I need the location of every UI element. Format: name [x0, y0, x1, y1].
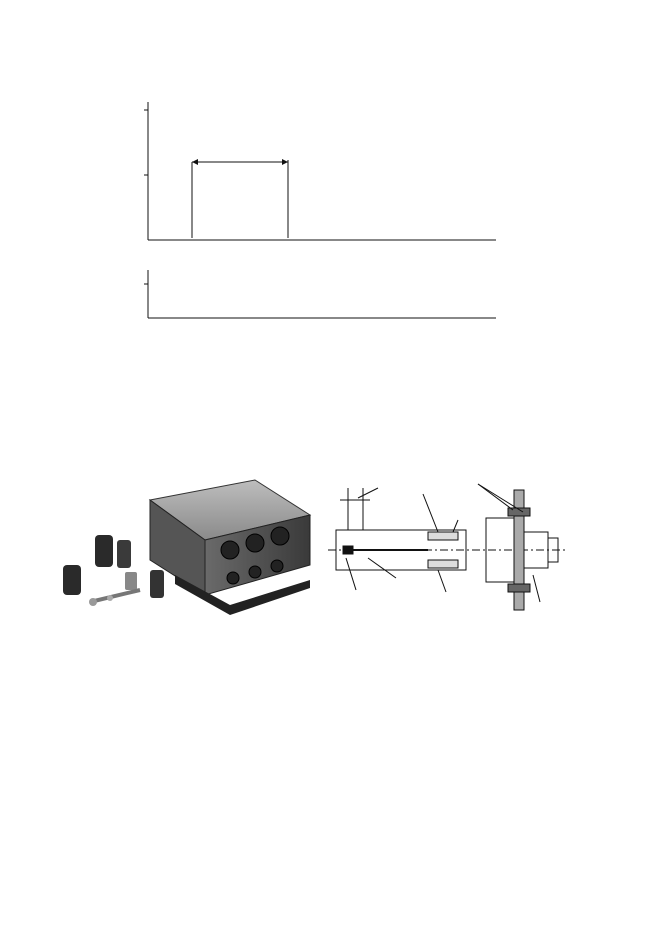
solenoid-coil-bottom [428, 560, 458, 568]
solenoid-coil-top [428, 532, 458, 540]
arrow-left-head [192, 159, 198, 165]
figure-b8-charts [108, 90, 508, 355]
equipment-photo [55, 470, 320, 625]
bottom-chart-axes [144, 270, 496, 318]
sensor-diagram [318, 470, 608, 620]
arrow-right-head [282, 159, 288, 165]
top-chart-axes [144, 102, 496, 240]
